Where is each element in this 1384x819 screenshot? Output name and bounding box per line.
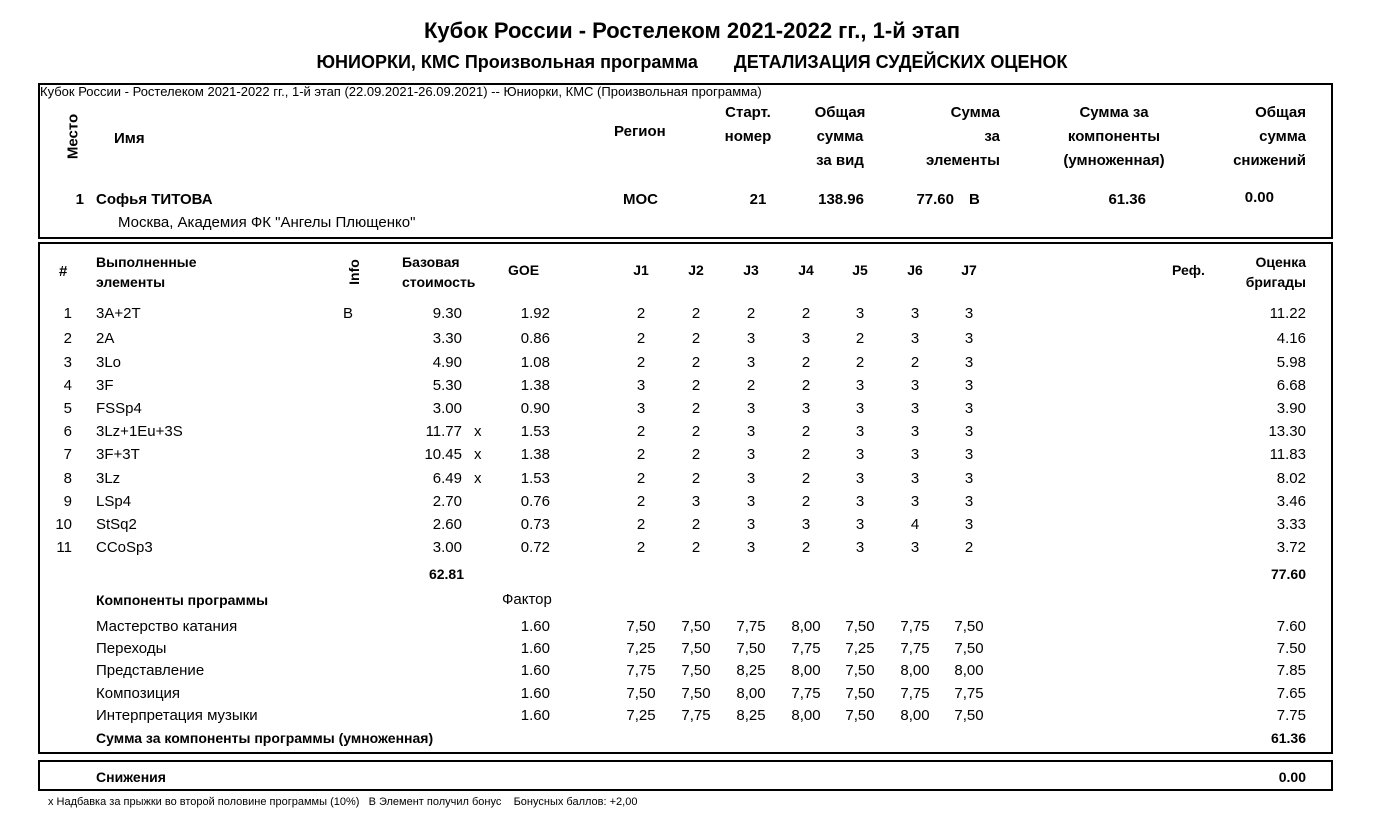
element-judge-score-7: 3 xyxy=(964,493,974,510)
element-judge-score-1: 2 xyxy=(636,516,646,533)
judge-header-5: J5 xyxy=(852,262,868,278)
element-judge-score-3: 3 xyxy=(746,354,756,371)
component-score: 7.50 xyxy=(1276,640,1306,657)
element-judge-score-1: 2 xyxy=(636,470,646,487)
element-number: 9 xyxy=(63,493,72,510)
element-judge-score-1: 2 xyxy=(636,493,646,510)
component-judge-score-4: 8,00 xyxy=(791,662,821,679)
element-info: B xyxy=(343,305,354,322)
component-score: 7.60 xyxy=(1276,618,1306,635)
element-judge-score-4: 2 xyxy=(801,423,811,440)
elements-score-total: 77.60 xyxy=(1270,566,1306,582)
element-number: 5 xyxy=(63,400,72,417)
element-base-value: 3.00 xyxy=(432,400,462,417)
judge-header-4: J4 xyxy=(798,262,814,278)
element-number-header: # xyxy=(59,263,68,280)
component-name: Композиция xyxy=(96,685,181,702)
element-panel-score: 8.02 xyxy=(1276,470,1306,487)
element-number: 11 xyxy=(56,539,72,556)
element-judge-score-6: 3 xyxy=(910,330,920,347)
element-judge-score-1: 2 xyxy=(636,354,646,371)
element-judge-score-4: 3 xyxy=(801,516,811,533)
element-judge-score-4: 2 xyxy=(801,354,811,371)
element-base-value: 6.49 xyxy=(432,470,462,487)
element-base-value: 2.60 xyxy=(432,516,462,533)
element-judge-score-3: 3 xyxy=(746,446,756,463)
component-judge-score-6: 7,75 xyxy=(900,640,930,657)
element-judge-score-5: 2 xyxy=(855,330,865,347)
skater-components-score: 61.36 xyxy=(1108,191,1146,208)
element-code: StSq2 xyxy=(96,516,137,533)
component-judge-score-3: 7,75 xyxy=(736,618,766,635)
deductions-header: Общая сумма снижений xyxy=(1233,104,1306,169)
component-judge-score-6: 7,75 xyxy=(900,685,930,702)
event-line: Кубок России - Ростелеком 2021-2022 гг., 1-й этап (22.09.2021-26.09.2021) -- Юниорки, КМС (Произвольная программа) xyxy=(40,84,762,99)
skater-elements-score: 77.60 xyxy=(916,191,954,208)
element-judge-score-1: 2 xyxy=(636,446,646,463)
element-judge-score-4: 2 xyxy=(801,539,811,556)
element-judge-score-7: 3 xyxy=(964,516,974,533)
element-judge-score-6: 3 xyxy=(910,539,920,556)
element-goe: 1.53 xyxy=(520,470,550,487)
components-title: Компоненты программы xyxy=(96,592,269,608)
component-judge-score-6: 8,00 xyxy=(900,662,930,679)
element-judge-score-6: 3 xyxy=(910,446,920,463)
page-title: Кубок России - Ростелеком 2021-2022 гг., 1-й этап xyxy=(424,18,960,43)
element-number: 4 xyxy=(63,377,72,394)
component-name: Мастерство катания xyxy=(96,618,238,635)
element-bonus-mark: x xyxy=(474,470,482,487)
element-judge-score-5: 2 xyxy=(855,354,865,371)
component-judge-score-7: 7,50 xyxy=(954,618,984,635)
element-code: 3Lo xyxy=(96,354,122,371)
name-header: Имя xyxy=(114,130,145,147)
component-judge-score-1: 7,50 xyxy=(626,618,656,635)
skater-deductions: 0.00 xyxy=(1244,189,1274,206)
element-number: 10 xyxy=(55,516,72,533)
element-bonus-mark: x xyxy=(474,423,482,440)
judge-header-7: J7 xyxy=(961,262,977,278)
element-judge-score-4: 3 xyxy=(801,330,811,347)
component-judge-score-2: 7,50 xyxy=(681,618,711,635)
component-factor: 1.60 xyxy=(520,707,550,724)
element-judge-score-2: 2 xyxy=(691,446,701,463)
judge-header-6: J6 xyxy=(907,262,923,278)
element-judge-score-5: 3 xyxy=(855,516,865,533)
element-judge-score-2: 2 xyxy=(691,354,701,371)
info-header: Info xyxy=(346,259,362,285)
deductions-box xyxy=(38,760,1333,791)
element-judge-score-2: 2 xyxy=(691,400,701,417)
element-judge-score-3: 2 xyxy=(746,305,756,322)
elements-score-header: Сумма за элементы xyxy=(925,104,1000,169)
element-judge-score-6: 3 xyxy=(910,423,920,440)
element-panel-score: 3.33 xyxy=(1276,516,1306,533)
skater-club: Москва, Академия ФК "Ангелы Плющенко" xyxy=(118,214,416,231)
element-judge-score-2: 2 xyxy=(691,377,701,394)
element-judge-score-7: 3 xyxy=(964,400,974,417)
element-code: 3F+3T xyxy=(96,446,140,463)
element-judge-score-4: 2 xyxy=(801,493,811,510)
judge-header-3: J3 xyxy=(743,262,759,278)
component-name: Интерпретация музыки xyxy=(96,707,258,724)
element-judge-score-6: 3 xyxy=(910,305,920,322)
element-panel-score: 11.83 xyxy=(1269,446,1306,463)
component-score: 7.65 xyxy=(1276,685,1306,702)
skater-name: Софья ТИТОВА xyxy=(96,191,213,208)
component-judge-score-4: 8,00 xyxy=(791,618,821,635)
element-judge-score-6: 3 xyxy=(910,493,920,510)
element-base-value: 3.00 xyxy=(432,539,462,556)
element-judge-score-1: 2 xyxy=(636,423,646,440)
element-judge-score-5: 3 xyxy=(855,446,865,463)
element-judge-score-6: 4 xyxy=(910,516,920,533)
element-judge-score-7: 3 xyxy=(964,330,974,347)
component-judge-score-1: 7,25 xyxy=(626,640,656,657)
element-judge-score-7: 3 xyxy=(964,377,974,394)
element-judge-score-3: 3 xyxy=(746,330,756,347)
element-code: 3Lz+1Eu+3S xyxy=(96,423,183,440)
element-judge-score-2: 2 xyxy=(691,516,701,533)
element-judge-score-7: 3 xyxy=(964,423,974,440)
element-code: FSSp4 xyxy=(96,400,142,417)
element-code: 3F xyxy=(96,377,114,394)
start-number-header: Старт. номер xyxy=(724,104,772,145)
factor-header: Фактор xyxy=(502,591,552,608)
base-value-header: Базовая стоимость xyxy=(402,254,476,290)
element-judge-score-5: 3 xyxy=(855,539,865,556)
element-panel-score: 4.16 xyxy=(1276,330,1306,347)
component-factor: 1.60 xyxy=(520,685,550,702)
component-judge-score-3: 8,00 xyxy=(736,685,766,702)
element-panel-score: 5.98 xyxy=(1276,354,1306,371)
element-judge-score-5: 3 xyxy=(855,377,865,394)
element-judge-score-6: 2 xyxy=(910,354,920,371)
element-panel-score: 3.90 xyxy=(1276,400,1306,417)
element-bonus-mark: x xyxy=(474,446,482,463)
element-judge-score-3: 3 xyxy=(746,400,756,417)
element-number: 7 xyxy=(63,446,72,463)
element-goe: 0.73 xyxy=(520,516,550,533)
region-header: Регион xyxy=(614,123,666,140)
element-judge-score-2: 2 xyxy=(691,470,701,487)
element-panel-score: 6.68 xyxy=(1276,377,1306,394)
element-judge-score-7: 2 xyxy=(964,539,974,556)
component-judge-score-2: 7,50 xyxy=(681,640,711,657)
element-judge-score-4: 2 xyxy=(801,377,811,394)
component-judge-score-1: 7,50 xyxy=(626,685,656,702)
deductions-value: 0.00 xyxy=(1278,769,1306,785)
element-judge-score-1: 2 xyxy=(636,539,646,556)
component-score: 7.75 xyxy=(1276,707,1306,724)
component-judge-score-5: 7,50 xyxy=(845,618,875,635)
component-factor: 1.60 xyxy=(520,640,550,657)
footnote: x Надбавка за прыжки во второй половине программы (10%) B Элемент получил бонус Бонусных баллов: +2,00 xyxy=(48,796,638,808)
element-judge-score-5: 3 xyxy=(855,400,865,417)
skater-elements-flag: B xyxy=(969,191,980,208)
components-score-header: Сумма за компоненты (умноженная) xyxy=(1063,104,1165,169)
element-base-value: 2.70 xyxy=(432,493,462,510)
element-code: 3Lz xyxy=(96,470,121,487)
element-judge-score-5: 3 xyxy=(855,470,865,487)
component-name: Переходы xyxy=(96,640,167,657)
element-judge-score-2: 2 xyxy=(691,423,701,440)
elements-base-total: 62.81 xyxy=(428,566,464,582)
component-judge-score-4: 8,00 xyxy=(791,707,821,724)
component-judge-score-3: 8,25 xyxy=(736,662,766,679)
components-total-label: Сумма за компоненты программы (умноженная) xyxy=(96,730,434,746)
element-base-value: 4.90 xyxy=(432,354,462,371)
element-panel-score: 13.30 xyxy=(1268,423,1306,440)
element-number: 2 xyxy=(63,330,72,347)
element-judge-score-5: 3 xyxy=(855,423,865,440)
element-judge-score-3: 2 xyxy=(746,377,756,394)
place-header: Место xyxy=(64,113,82,160)
total-score-header: Общая сумма за вид xyxy=(814,104,866,169)
element-judge-score-7: 3 xyxy=(964,305,974,322)
component-factor: 1.60 xyxy=(520,662,550,679)
element-judge-score-2: 2 xyxy=(691,305,701,322)
component-score: 7.85 xyxy=(1276,662,1306,679)
component-judge-score-1: 7,25 xyxy=(626,707,656,724)
element-judge-score-5: 3 xyxy=(855,305,865,322)
component-name: Представление xyxy=(96,662,205,679)
element-judge-score-3: 3 xyxy=(746,423,756,440)
element-judge-score-5: 3 xyxy=(855,493,865,510)
element-judge-score-6: 3 xyxy=(910,400,920,417)
element-judge-score-2: 2 xyxy=(691,330,701,347)
element-judge-score-7: 3 xyxy=(964,354,974,371)
component-judge-score-3: 7,50 xyxy=(736,640,766,657)
element-judge-score-3: 3 xyxy=(746,493,756,510)
element-base-value: 5.30 xyxy=(432,377,462,394)
component-judge-score-2: 7,75 xyxy=(681,707,711,724)
element-judge-score-7: 3 xyxy=(964,446,974,463)
element-judge-score-6: 3 xyxy=(910,470,920,487)
element-code: LSp4 xyxy=(96,493,132,510)
component-judge-score-5: 7,50 xyxy=(845,662,875,679)
element-goe: 1.08 xyxy=(520,354,550,371)
skater-start-number: 21 xyxy=(749,191,767,208)
component-judge-score-1: 7,75 xyxy=(626,662,656,679)
element-code: 2A xyxy=(96,330,115,347)
skater-region: MOC xyxy=(623,191,658,208)
element-goe: 0.76 xyxy=(520,493,550,510)
element-judge-score-3: 3 xyxy=(746,470,756,487)
element-number: 1 xyxy=(63,305,72,322)
component-judge-score-4: 7,75 xyxy=(791,640,821,657)
judge-header-2: J2 xyxy=(688,262,704,278)
element-panel-score: 11.22 xyxy=(1269,305,1306,322)
element-goe: 1.38 xyxy=(520,377,550,394)
element-judge-score-7: 3 xyxy=(964,470,974,487)
component-judge-score-7: 7,75 xyxy=(954,685,984,702)
referee-header: Реф. xyxy=(1172,262,1205,278)
element-number: 6 xyxy=(63,423,72,440)
component-judge-score-4: 7,75 xyxy=(791,685,821,702)
element-goe: 0.86 xyxy=(520,330,550,347)
component-judge-score-6: 7,75 xyxy=(900,618,930,635)
element-goe: 0.72 xyxy=(520,539,550,556)
element-judge-score-1: 3 xyxy=(636,377,646,394)
component-judge-score-5: 7,50 xyxy=(845,707,875,724)
element-judge-score-4: 2 xyxy=(801,470,811,487)
subtitle-report-type: ДЕТАЛИЗАЦИЯ СУДЕЙСКИХ ОЦЕНОК xyxy=(733,52,1068,72)
component-judge-score-5: 7,50 xyxy=(845,685,875,702)
element-base-value: 10.45 xyxy=(424,446,462,463)
component-judge-score-6: 8,00 xyxy=(900,707,930,724)
element-goe: 1.92 xyxy=(520,305,550,322)
element-code: 3A+2T xyxy=(96,305,141,322)
component-judge-score-7: 7,50 xyxy=(954,640,984,657)
component-judge-score-3: 8,25 xyxy=(736,707,766,724)
element-code: CCoSp3 xyxy=(96,539,153,556)
component-judge-score-7: 8,00 xyxy=(954,662,984,679)
component-judge-score-2: 7,50 xyxy=(681,662,711,679)
element-goe: 1.38 xyxy=(520,446,550,463)
component-judge-score-5: 7,25 xyxy=(845,640,875,657)
subtitle-category: ЮНИОРКИ, КМС Произвольная программа xyxy=(316,52,698,72)
skater-total-score: 138.96 xyxy=(818,191,864,208)
element-judge-score-4: 2 xyxy=(801,446,811,463)
element-judge-score-1: 2 xyxy=(636,330,646,347)
element-judge-score-4: 2 xyxy=(801,305,811,322)
goe-header: GOE xyxy=(508,262,540,278)
skater-place: 1 xyxy=(75,191,84,208)
element-goe: 0.90 xyxy=(520,400,550,417)
element-name-header: Выполненные элементы xyxy=(96,254,197,290)
element-panel-score: 3.72 xyxy=(1276,539,1306,556)
page-subtitle xyxy=(0,52,1384,73)
components-total-value: 61.36 xyxy=(1270,730,1306,746)
component-factor: 1.60 xyxy=(520,618,550,635)
element-judge-score-1: 2 xyxy=(636,305,646,322)
deductions-label: Снижения xyxy=(96,769,166,785)
component-judge-score-2: 7,50 xyxy=(681,685,711,702)
element-judge-score-2: 3 xyxy=(691,493,701,510)
element-base-value: 11.77 xyxy=(425,423,462,440)
panel-score-header: Оценка бригады xyxy=(1245,254,1306,290)
element-goe: 1.53 xyxy=(520,423,550,440)
judge-header-1: J1 xyxy=(633,262,649,278)
element-judge-score-4: 3 xyxy=(801,400,811,417)
element-base-value: 9.30 xyxy=(432,305,462,322)
element-judge-score-6: 3 xyxy=(910,377,920,394)
element-judge-score-3: 3 xyxy=(746,539,756,556)
element-panel-score: 3.46 xyxy=(1276,493,1306,510)
element-number: 8 xyxy=(63,470,72,487)
component-judge-score-7: 7,50 xyxy=(954,707,984,724)
element-judge-score-3: 3 xyxy=(746,516,756,533)
element-judge-score-1: 3 xyxy=(636,400,646,417)
element-judge-score-2: 2 xyxy=(691,539,701,556)
element-number: 3 xyxy=(63,354,72,371)
element-base-value: 3.30 xyxy=(432,330,462,347)
